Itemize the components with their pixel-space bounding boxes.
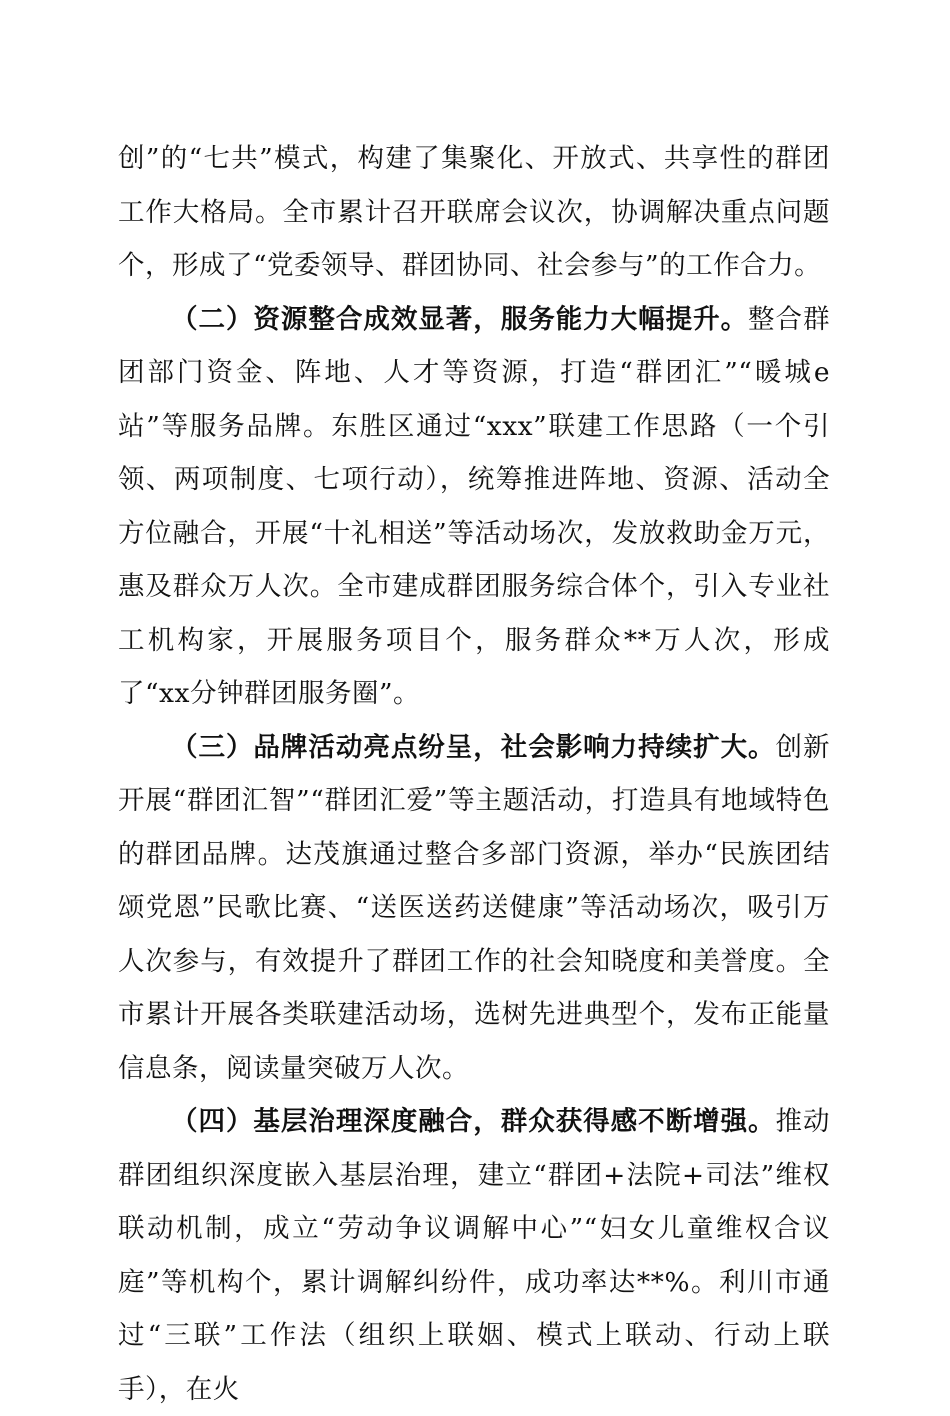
paragraph-body: 整合群团部门资金、阵地、人才等资源，打造“群团汇”“暖城e站”等服务品牌。东胜区通过“xxx”联建工作思路（一个引领、两项制度、七项行动），统筹推进阵地、资源、活动全方位融合，开展“十礼相送”等活动场次，发放救助金万元，惠及群众万人次。全市建成群团服务综合体个，引入专业社工机构家，开展服务项目个，服务群众**万人次，形成了“xx分钟群团服务圈”。 [118,303,831,709]
section-heading: （二）资源整合成效显著，服务能力大幅提升。 [171,303,749,335]
paragraph-continuation [118,132,830,293]
paragraph-body: 推动群团组织深度嵌入基层治理，建立“群团+法院+司法”维权联动机制，成立“劳动争议调解中心”“妇女儿童维权合议庭”等机构个，累计调解纠纷件，成功率达**%。利川市通过“三联”工作法（组织上联姻、模式上联动、行动上联手），在火 [118,1106,831,1405]
paragraph-body: 创新开展“群团汇智”“群团汇爱”等主题活动，打造具有地域特色的群团品牌。达茂旗通过整合多部门资源，举办“民族团结颂党恩”民歌比赛、“送医送药送健康”等活动场次，吸引万人次参与，有效提升了群团工作的社会知晓度和美誉度。全市累计开展各类联建活动场，选树先进典型个，发布正能量信息条，阅读量突破万人次。 [118,731,831,1084]
paragraph-section-3 [118,721,830,1096]
paragraph-section-4 [118,1095,830,1416]
section-heading: （四）基层治理深度融合，群众获得感不断增强。 [171,1106,776,1137]
paragraph-section-2 [118,293,830,721]
paragraph-body: 创”的“七共”模式，构建了集聚化、开放式、共享性的群团工作大格局。全市累计召开联席会议次，协调解决重点问题个，形成了“党委领导、群团协同、社会参与”的工作合力。 [118,143,830,281]
section-heading: （三）品牌活动亮点纷呈，社会影响力持续扩大。 [171,731,776,763]
document-page [118,132,830,1416]
